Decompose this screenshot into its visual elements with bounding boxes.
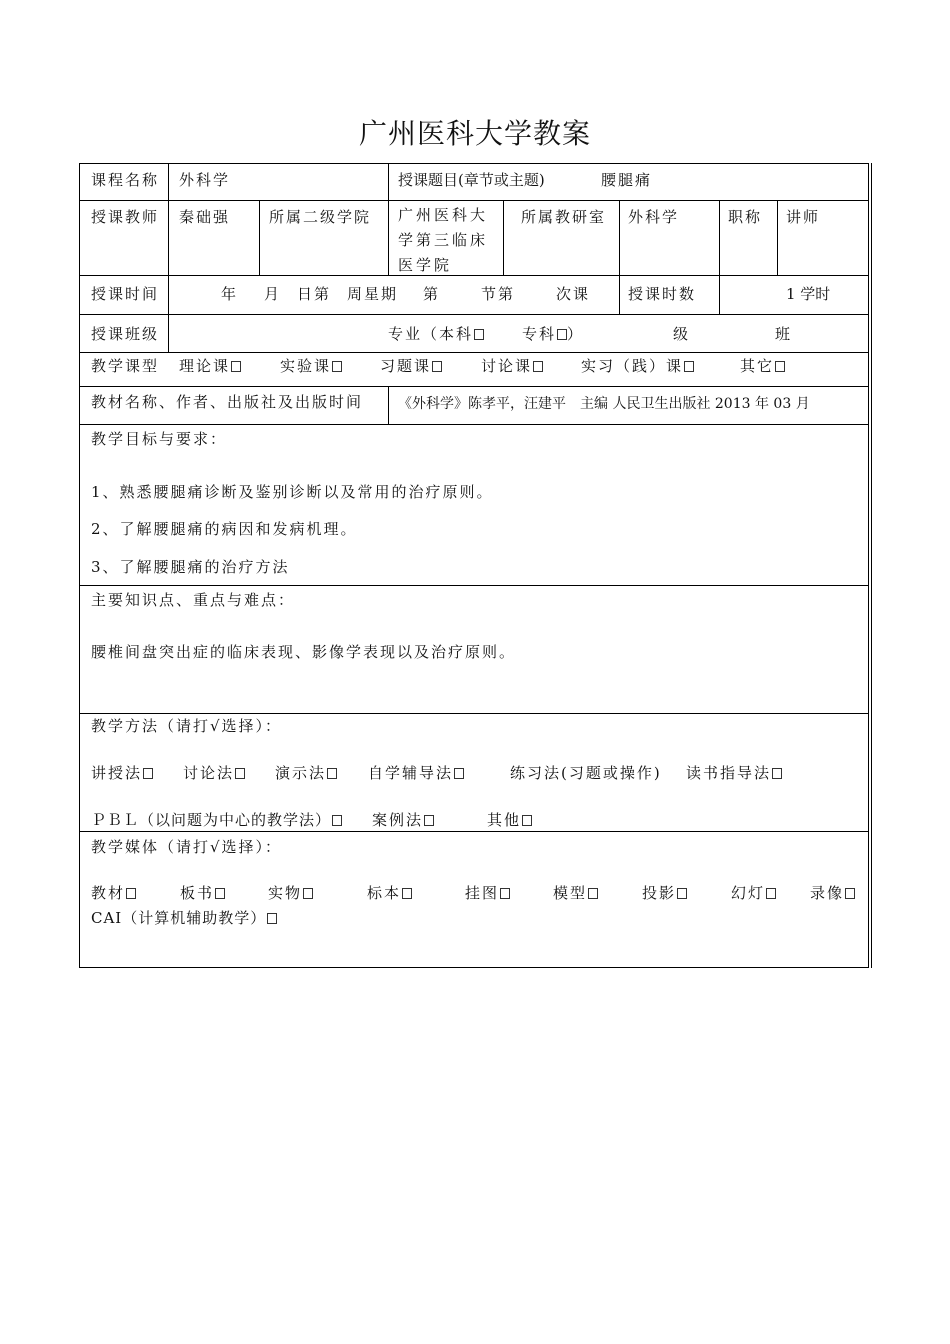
college-label: 所属二级学院 [269,208,372,226]
method-option[interactable] [91,764,153,782]
checkbox[interactable] [126,888,136,899]
textbook-value: 《外科学》陈孝平，汪建平 主编 人民卫生出版社 2013 年 03 月 [398,396,810,412]
option-label: 实验课 [280,357,332,375]
course-type-label: 教学课型 [91,357,160,375]
option-label: 幻灯 [731,884,766,902]
checkbox[interactable] [215,888,225,899]
checkbox[interactable] [454,768,464,779]
course-type-option[interactable] [740,357,785,375]
media-option[interactable] [91,884,136,902]
option-label: 投影 [642,884,677,902]
key-points-heading: 主要知识点、重点与难点： [91,591,296,609]
option-label: 标本 [367,884,402,902]
option-label: 教材 [91,884,126,902]
checkbox[interactable] [332,361,342,372]
checkbox[interactable] [684,361,694,372]
option-label: 讨论课 [481,357,533,375]
textbook-label: 教材名称、作者、出版社及出版时间 [91,393,364,411]
media-option[interactable] [642,884,687,902]
row-divider [80,314,868,315]
checkbox[interactable] [474,329,484,340]
option-label: 板书 [180,884,215,902]
option-label: 习题课 [380,357,432,375]
option-label: 读书指导法 [686,764,772,782]
media-option[interactable] [553,884,598,902]
class-major-text: 专业（本科 [388,325,474,343]
row-divider [80,386,868,387]
media-heading: 教学媒体（请打√选择）： [91,838,283,856]
topic-value: 腰腿痛 [601,171,653,189]
checkbox[interactable] [402,888,412,899]
checkbox[interactable] [588,888,598,899]
class-close-paren: ） [567,325,585,343]
job-title-label: 职称 [728,208,763,226]
col-divider [388,386,389,424]
checkbox[interactable] [143,768,153,779]
option-label: 案例法 [372,811,424,829]
checkbox[interactable] [327,768,337,779]
method-option[interactable] [275,764,337,782]
checkbox[interactable] [235,768,245,779]
col-divider [777,200,778,275]
col-divider [168,164,169,352]
checkbox[interactable] [424,815,434,826]
col-divider [619,200,620,314]
option-label: 其他 [487,811,522,829]
method-option[interactable] [487,811,532,829]
time-day-unit: 日第 [297,285,332,303]
row-divider [80,352,868,353]
checkbox[interactable] [557,329,567,340]
time-count-unit: 次课 [556,285,591,303]
time-period-prefix: 第 [423,285,439,303]
checkbox[interactable] [432,361,442,372]
option-label: 模型 [553,884,588,902]
checkbox[interactable] [522,815,532,826]
media-option[interactable] [91,909,277,927]
option-label: 练习法(习题或操作) [510,764,662,782]
course-type-option[interactable] [280,357,342,375]
option-label: 实物 [268,884,303,902]
media-option[interactable] [465,884,510,902]
class-major [388,325,484,343]
checkbox[interactable] [500,888,510,899]
option-label: 讲授法 [91,764,143,782]
media-option[interactable] [810,884,855,902]
checkbox[interactable] [303,888,313,899]
checkbox[interactable] [267,913,277,924]
option-label: ＰＢＬ（以问题为中心的教学法） [91,811,332,829]
class-unit: 班 [775,325,791,343]
row-divider [80,200,868,201]
dept-value: 外科学 [628,208,680,226]
course-type-option[interactable] [581,357,694,375]
lesson-plan-table [79,163,869,968]
method-option[interactable] [372,811,434,829]
class-label: 授课班级 [91,325,160,343]
option-label: 演示法 [275,764,327,782]
checkbox[interactable] [677,888,687,899]
checkbox[interactable] [766,888,776,899]
row-divider [80,713,868,714]
checkbox[interactable] [772,768,782,779]
objectives-heading: 教学目标与要求： [91,430,228,448]
method-option[interactable] [368,764,464,782]
option-label: 讨论法 [183,764,235,782]
option-label: CAI（计算机辅助教学） [91,909,267,927]
col-divider [388,164,389,200]
media-option[interactable] [367,884,412,902]
objective-item: 3、了解腰腿痛的治疗方法 [91,558,290,576]
class-grade-unit: 级 [673,325,689,343]
key-points-text: 腰椎间盘突出症的临床表现、影像学表现以及治疗原则。 [91,643,517,661]
media-option[interactable] [731,884,776,902]
checkbox[interactable] [332,815,342,826]
checkbox[interactable] [845,888,855,899]
objective-item: 1、熟悉腰腿痛诊断及鉴别诊断以及常用的治疗原则。 [91,483,494,501]
course-type-option[interactable] [481,357,543,375]
method-option[interactable] [686,764,782,782]
col-divider [388,200,389,275]
option-label: 录像 [810,884,845,902]
method-option[interactable] [510,764,662,782]
class-specialty-text: 专科 [522,325,557,343]
time-month-unit: 月 [264,285,280,303]
hours-label: 授课时数 [628,285,697,303]
time-label: 授课时间 [91,285,160,303]
checkbox[interactable] [775,361,785,372]
method-option[interactable] [183,764,245,782]
row-divider [80,585,868,586]
course-name-value: 外科学 [179,171,231,189]
hours-value: 1 学时 [786,285,831,303]
method-option[interactable] [91,811,342,829]
course-name-label: 课程名称 [91,171,160,189]
col-divider [719,200,720,314]
course-type-option[interactable] [380,357,442,375]
topic-label: 授课题目(章节或主题) [398,171,545,189]
col-divider [503,200,504,275]
option-label: 自学辅导法 [368,764,454,782]
checkbox[interactable] [533,361,543,372]
col-divider [259,200,260,275]
time-period-unit: 节第 [481,285,516,303]
college-value: 广州医科大学第三临床医学院 [398,206,489,274]
media-option[interactable] [268,884,313,902]
checkbox[interactable] [231,361,241,372]
objective-item: 2、了解腰腿痛的病因和发病机理。 [91,520,358,538]
time-weekday: 周星期 [347,285,399,303]
row-divider [80,831,868,832]
class-specialty [522,325,584,343]
option-label: 理论课 [179,357,231,375]
media-option[interactable] [180,884,225,902]
row-divider [80,424,868,425]
option-label: 挂图 [465,884,500,902]
dept-label: 所属教研室 [521,208,607,226]
methods-heading: 教学方法（请打√选择）： [91,717,283,735]
time-year-unit: 年 [221,285,237,303]
job-title-value: 讲师 [786,208,821,226]
teacher-label: 授课教师 [91,208,160,226]
option-label: 其它 [740,357,775,375]
course-type-option[interactable] [179,357,241,375]
option-label: 实习（践）课 [581,357,684,375]
page-title: 广州医科大学教案 [358,117,591,150]
teacher-value: 秦础强 [179,208,231,226]
